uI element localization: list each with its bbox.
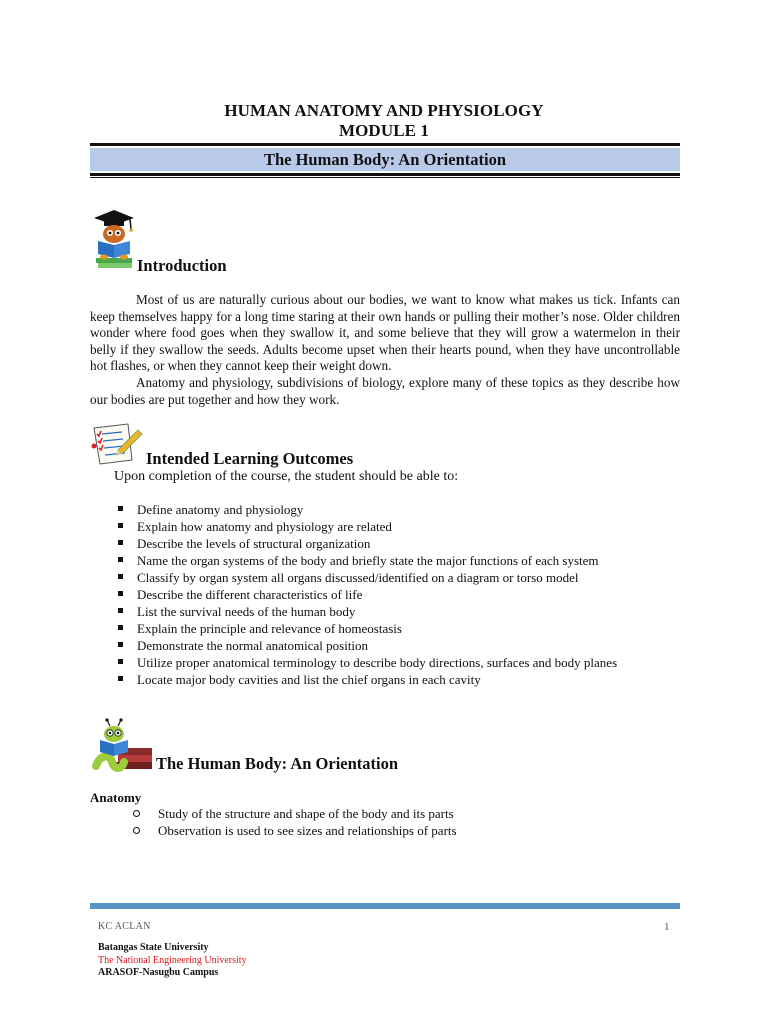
graduate-reading-icon [90, 208, 138, 272]
bullet-icon [118, 642, 123, 647]
list-item-text: Name the organ systems of the body and briefly state the major functions of each system [137, 553, 599, 568]
list-item-text: Explain how anatomy and physiology are related [137, 519, 392, 534]
footer-tagline: The National Engineering University [98, 955, 247, 966]
banner-bottom-rule [90, 173, 680, 176]
list-item [117, 535, 677, 552]
list-item-text: Utilize proper anatomical terminology to describe body directions, surfaces and body planes [137, 655, 618, 670]
list-item [117, 603, 677, 620]
bullet-icon [118, 557, 123, 562]
list-item-text: Demonstrate the normal anatomical position [137, 638, 369, 653]
circle-bullet-icon [133, 810, 140, 817]
list-item-text: List the survival needs of the human body [137, 604, 356, 619]
banner-bottom-rule-thin [90, 177, 680, 178]
outcomes-list [117, 501, 677, 688]
checklist-pencil-icon [88, 420, 146, 468]
list-item [117, 620, 677, 637]
introduction-body [90, 292, 680, 408]
list-item [117, 501, 677, 518]
list-item [117, 671, 677, 688]
footer-author: KC ACLAN [98, 921, 151, 932]
bookworm-icon [90, 718, 156, 774]
anatomy-list [132, 805, 672, 839]
module-label: MODULE 1 [338, 121, 430, 140]
course-title: HUMAN ANATOMY AND PHYSIOLOGY [224, 101, 544, 120]
list-item-text: Define anatomy and physiology [137, 502, 304, 517]
outcomes-heading: Intended Learning Outcomes [146, 449, 354, 468]
circle-bullet-icon [133, 827, 140, 834]
footer-university: Batangas State University [98, 942, 209, 953]
list-item [117, 637, 677, 654]
bullet-icon [118, 574, 123, 579]
bullet-icon [118, 659, 123, 664]
list-item [117, 586, 677, 603]
bullet-icon [118, 608, 123, 613]
footer-campus: ARASOF-Nasugbu Campus [98, 967, 219, 978]
list-item-text: Describe the different characteristics of life [137, 587, 363, 602]
list-item [117, 569, 677, 586]
list-item-text: Locate major body cavities and list the chief organs in each cavity [137, 672, 481, 687]
list-item [117, 654, 677, 671]
bullet-icon [118, 540, 123, 545]
introduction-paragraph-2: Anatomy and physiology, subdivisions of biology, explore many of these topics as they describe how our bodies are put together and how they work. [90, 374, 680, 407]
list-item-text: Classify by organ system all organs discussed/identified on a diagram or torso model [137, 570, 579, 585]
orientation-heading: The Human Body: An Orientation [156, 754, 399, 773]
banner-top-rule [90, 143, 680, 146]
banner-title: The Human Body: An Orientation [90, 148, 680, 171]
bullet-icon [118, 676, 123, 681]
anatomy-subheading: Anatomy [90, 790, 142, 805]
introduction-paragraph-1: Most of us are naturally curious about our bodies, we want to know what makes us tick. Infants can keep themselves happy for a long time staring at their own hands or pulling their mother’s nose. Older children wonder where food goes when they swallow it, and some believe that they will grow a watermelon in their belly if they swallow the seeds. Adults become upset when their hearts pound, when they have uncontrollable hot flashes, or when they cannot keep their weight down. [90, 292, 680, 374]
bullet-icon [118, 625, 123, 630]
list-item [117, 518, 677, 535]
list-item [132, 822, 672, 839]
bullet-icon [118, 591, 123, 596]
list-item-text: Describe the levels of structural organization [137, 536, 371, 551]
footer-bar [90, 903, 680, 909]
bullet-icon [118, 506, 123, 511]
list-item [117, 552, 677, 569]
list-item-text: Study of the structure and shape of the body and its parts [158, 806, 454, 821]
bullet-icon [118, 523, 123, 528]
page-number: 1 [664, 921, 670, 933]
introduction-heading: Introduction [137, 256, 227, 275]
outcomes-lead: Upon completion of the course, the student should be able to: [114, 469, 459, 484]
list-item-text: Observation is used to see sizes and relationships of parts [158, 823, 457, 838]
list-item-text: Explain the principle and relevance of homeostasis [137, 621, 402, 636]
list-item [132, 805, 672, 822]
